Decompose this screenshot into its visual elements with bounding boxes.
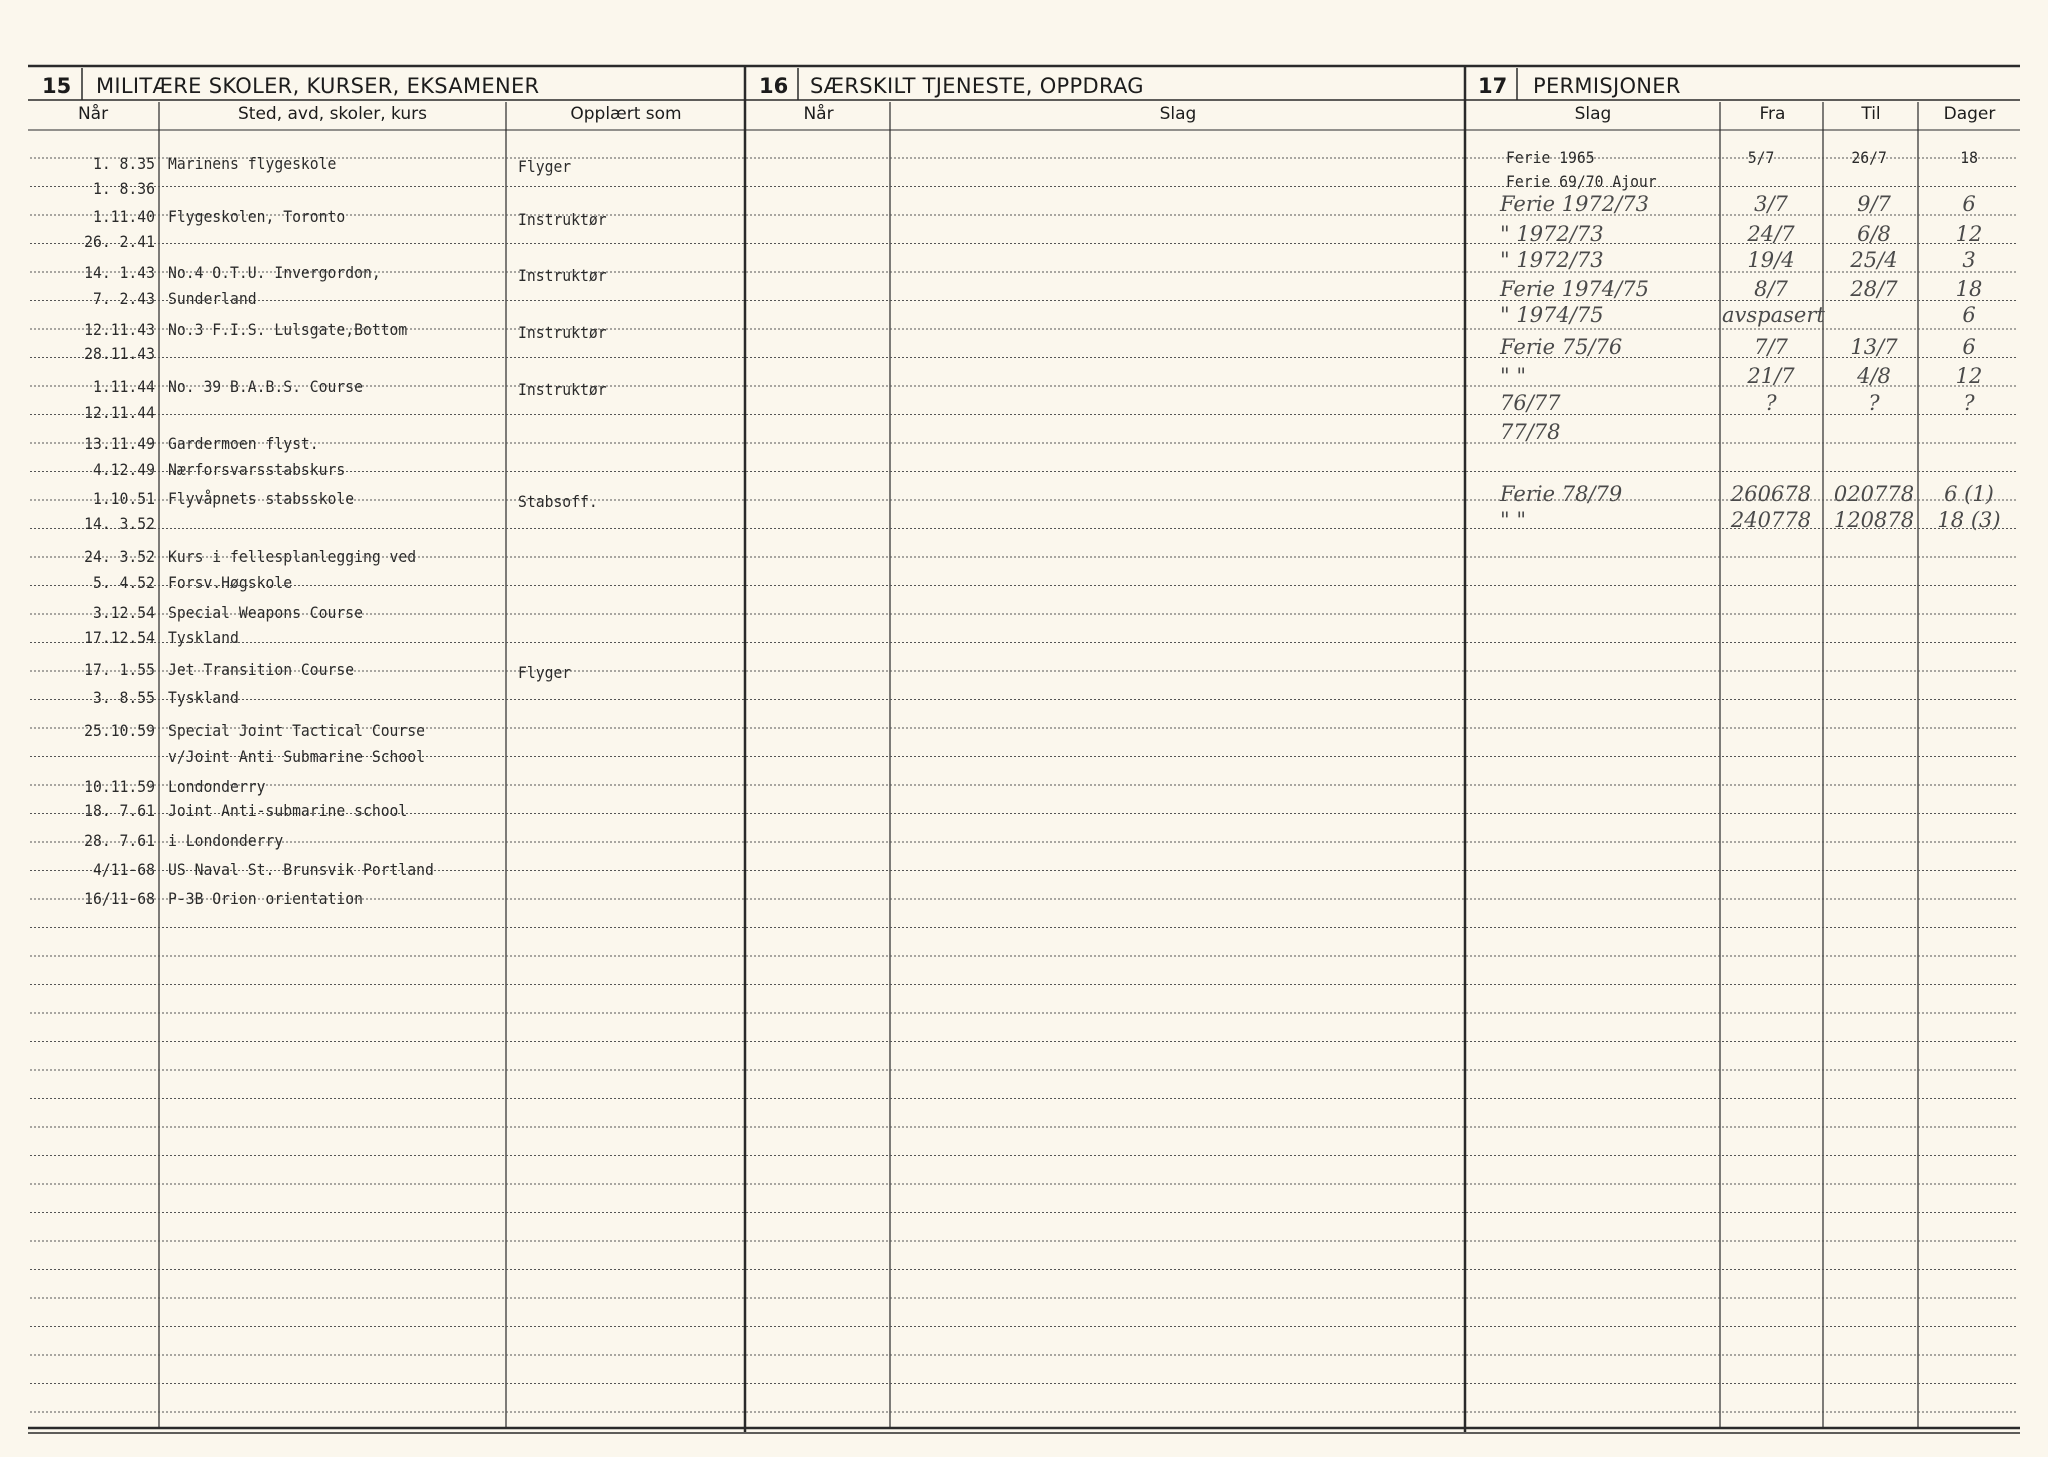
course-place: Special Joint Tactical Course [168, 721, 426, 740]
course-date: 1. 8.35 [92, 154, 155, 173]
course-date: 12.11.44 [84, 403, 155, 422]
handwritten-leave-type: " " [1500, 508, 1526, 532]
handwritten-leave-days: 18 (3) [1937, 508, 2001, 532]
handwritten-leave-type: " 1972/73 [1500, 222, 1604, 246]
handwritten-leave-to: ? [1868, 391, 1880, 415]
course-place: Special Weapons Course [168, 603, 363, 622]
handwritten-leave-from: 8/7 [1754, 277, 1788, 301]
course-date: 24. 3.52 [84, 547, 155, 566]
course-place: Gardermoen flyst. [168, 434, 319, 453]
leave-type: Ferie 1965 [1506, 148, 1595, 167]
course-place: P-3B Orion orientation [168, 889, 363, 908]
course-place: Tyskland [168, 628, 239, 647]
course-date: 3. 8.55 [92, 688, 155, 707]
leave-to: 26/7 [1851, 148, 1887, 167]
course-date: 5. 4.52 [92, 573, 155, 592]
course-date: 18. 7.61 [84, 801, 155, 820]
course-trained-as: Flyger [518, 157, 572, 176]
course-place: Joint Anti-submarine school [168, 801, 408, 820]
handwritten-leave-to: 6/8 [1857, 222, 1891, 246]
course-place: Jet Transition Course [168, 660, 355, 679]
course-place: No.3 F.I.S. Lulsgate,Bottom [168, 320, 408, 339]
handwritten-leave-type: 76/77 [1500, 391, 1561, 415]
course-trained-as: Instruktør [518, 266, 607, 285]
course-date: 28. 7.61 [84, 831, 155, 850]
handwritten-leave-to: 13/7 [1850, 335, 1898, 359]
col-header-when: Når [77, 104, 109, 124]
handwritten-leave-type: " 1972/73 [1500, 248, 1604, 272]
handwritten-leave-days: 6 (1) [1944, 482, 1994, 506]
col-header-leave-type: Slag [1574, 104, 1612, 124]
course-place: Flyvåpnets stabsskole [168, 489, 355, 508]
handwritten-leave-days: 12 [1955, 222, 1983, 246]
handwritten-leave-type: Ferie 75/76 [1500, 335, 1623, 359]
course-date: 17.12.54 [84, 628, 155, 647]
col-header-place: Sted, avd, skoler, kurs [237, 104, 427, 124]
col-header-leave-from: Fra [1759, 104, 1786, 124]
course-date: 28.11.43 [84, 344, 155, 363]
handwritten-leave-days: 18 [1955, 277, 1983, 301]
course-date: 16/11-68 [84, 889, 155, 908]
course-date: 14. 3.52 [84, 514, 155, 533]
course-date: 12.11.43 [84, 320, 155, 339]
handwritten-leave-to: 020778 [1833, 482, 1915, 506]
course-date: 10.11.59 [84, 777, 155, 796]
course-place: Forsv.Høgskole [168, 573, 293, 592]
course-trained-as: Flyger [518, 663, 572, 682]
col-header-leave-days: Dager [1943, 104, 1996, 124]
leave-from: 5/7 [1747, 148, 1775, 167]
course-date: 4/11-68 [92, 860, 155, 879]
course-place: Sunderland [168, 289, 257, 308]
course-trained-as: Instruktør [518, 380, 607, 399]
course-place: i Londonderry [168, 831, 284, 850]
handwritten-leave-type: " " [1500, 364, 1526, 388]
handwritten-leave-days: 12 [1955, 364, 1983, 388]
handwritten-leave-to: 28/7 [1850, 277, 1898, 301]
col-header-trained-as: Opplært som [570, 104, 682, 124]
handwritten-leave-from: 240778 [1730, 508, 1812, 532]
course-place: Kurs i fellesplanlegging ved [168, 547, 417, 566]
handwritten-leave-days: 3 [1962, 248, 1976, 272]
course-date: 3.12.54 [92, 603, 155, 622]
section-16-title: SÆRSKILT TJENESTE, OPPDRAG [810, 74, 1144, 98]
course-place: Londonderry [168, 777, 266, 796]
handwritten-leave-days: 6 [1962, 303, 1976, 327]
col-header-s16-type: Slag [1159, 104, 1197, 124]
course-place: Flygeskolen, Toronto [168, 207, 346, 226]
handwritten-leave-from: 24/7 [1747, 222, 1795, 246]
course-trained-as: Instruktør [518, 210, 607, 229]
leave-type: Ferie 69/70 Ajour [1506, 172, 1657, 191]
course-date: 13.11.49 [84, 434, 155, 453]
handwritten-leave-from: 7/7 [1754, 335, 1788, 359]
course-place: Marinens flygeskole [168, 154, 337, 173]
handwritten-leave-days: 6 [1962, 335, 1976, 359]
handwritten-leave-type: Ferie 78/79 [1500, 482, 1623, 506]
handwritten-leave-days: ? [1963, 391, 1975, 415]
handwritten-leave-from: avspasert [1722, 303, 1825, 327]
section-17-title: PERMISJONER [1533, 74, 1681, 98]
course-trained-as: Stabsoff. [518, 492, 598, 511]
course-place: Nærforsvarsstabskurs [168, 460, 346, 479]
section-17-number: 17 [1478, 74, 1508, 98]
course-date: 4.12.49 [92, 460, 155, 479]
course-place: No. 39 B.A.B.S. Course [168, 377, 363, 396]
handwritten-leave-days: 6 [1962, 192, 1976, 216]
handwritten-leave-type: Ferie 1972/73 [1500, 192, 1649, 216]
handwritten-leave-to: 120878 [1833, 508, 1915, 532]
leave-days: 18 [1960, 148, 1978, 167]
handwritten-leave-type: Ferie 1974/75 [1500, 277, 1649, 301]
handwritten-leave-type: " 1974/75 [1500, 303, 1604, 327]
course-place: Tyskland [168, 688, 239, 707]
course-date: 1.10.51 [92, 489, 155, 508]
course-place: No.4 O.T.U. Invergordon, [168, 263, 381, 282]
course-date: 7. 2.43 [92, 289, 155, 308]
course-date: 1.11.40 [92, 207, 155, 226]
handwritten-leave-from: 260678 [1730, 482, 1812, 506]
handwritten-leave-type: 77/78 [1500, 420, 1561, 444]
course-date: 1. 8.36 [92, 179, 155, 198]
course-place: v/Joint Anti Submarine School [168, 747, 426, 766]
handwritten-leave-to: 9/7 [1857, 192, 1891, 216]
course-date: 25.10.59 [84, 721, 155, 740]
handwritten-leave-from: ? [1765, 391, 1777, 415]
course-date: 26. 2.41 [84, 232, 155, 251]
course-date: 17. 1.55 [84, 660, 155, 679]
handwritten-leave-from: 3/7 [1754, 192, 1788, 216]
handwritten-leave-to: 4/8 [1857, 364, 1891, 388]
col-header-s16-when: Når [803, 104, 834, 124]
handwritten-leave-to: 25/4 [1850, 248, 1898, 272]
handwritten-leave-from: 21/7 [1747, 364, 1795, 388]
course-place: US Naval St. Brunsvik Portland [168, 860, 434, 879]
course-date: 1.11.44 [92, 377, 155, 396]
course-trained-as: Instruktør [518, 323, 607, 342]
section-15-number: 15 [42, 74, 72, 98]
course-date: 14. 1.43 [84, 263, 155, 282]
handwritten-leave-from: 19/4 [1747, 248, 1795, 272]
section-15-title: MILITÆRE SKOLER, KURSER, EKSAMENER [96, 74, 540, 98]
col-header-leave-to: Til [1861, 104, 1881, 124]
section-16-number: 16 [759, 74, 789, 98]
